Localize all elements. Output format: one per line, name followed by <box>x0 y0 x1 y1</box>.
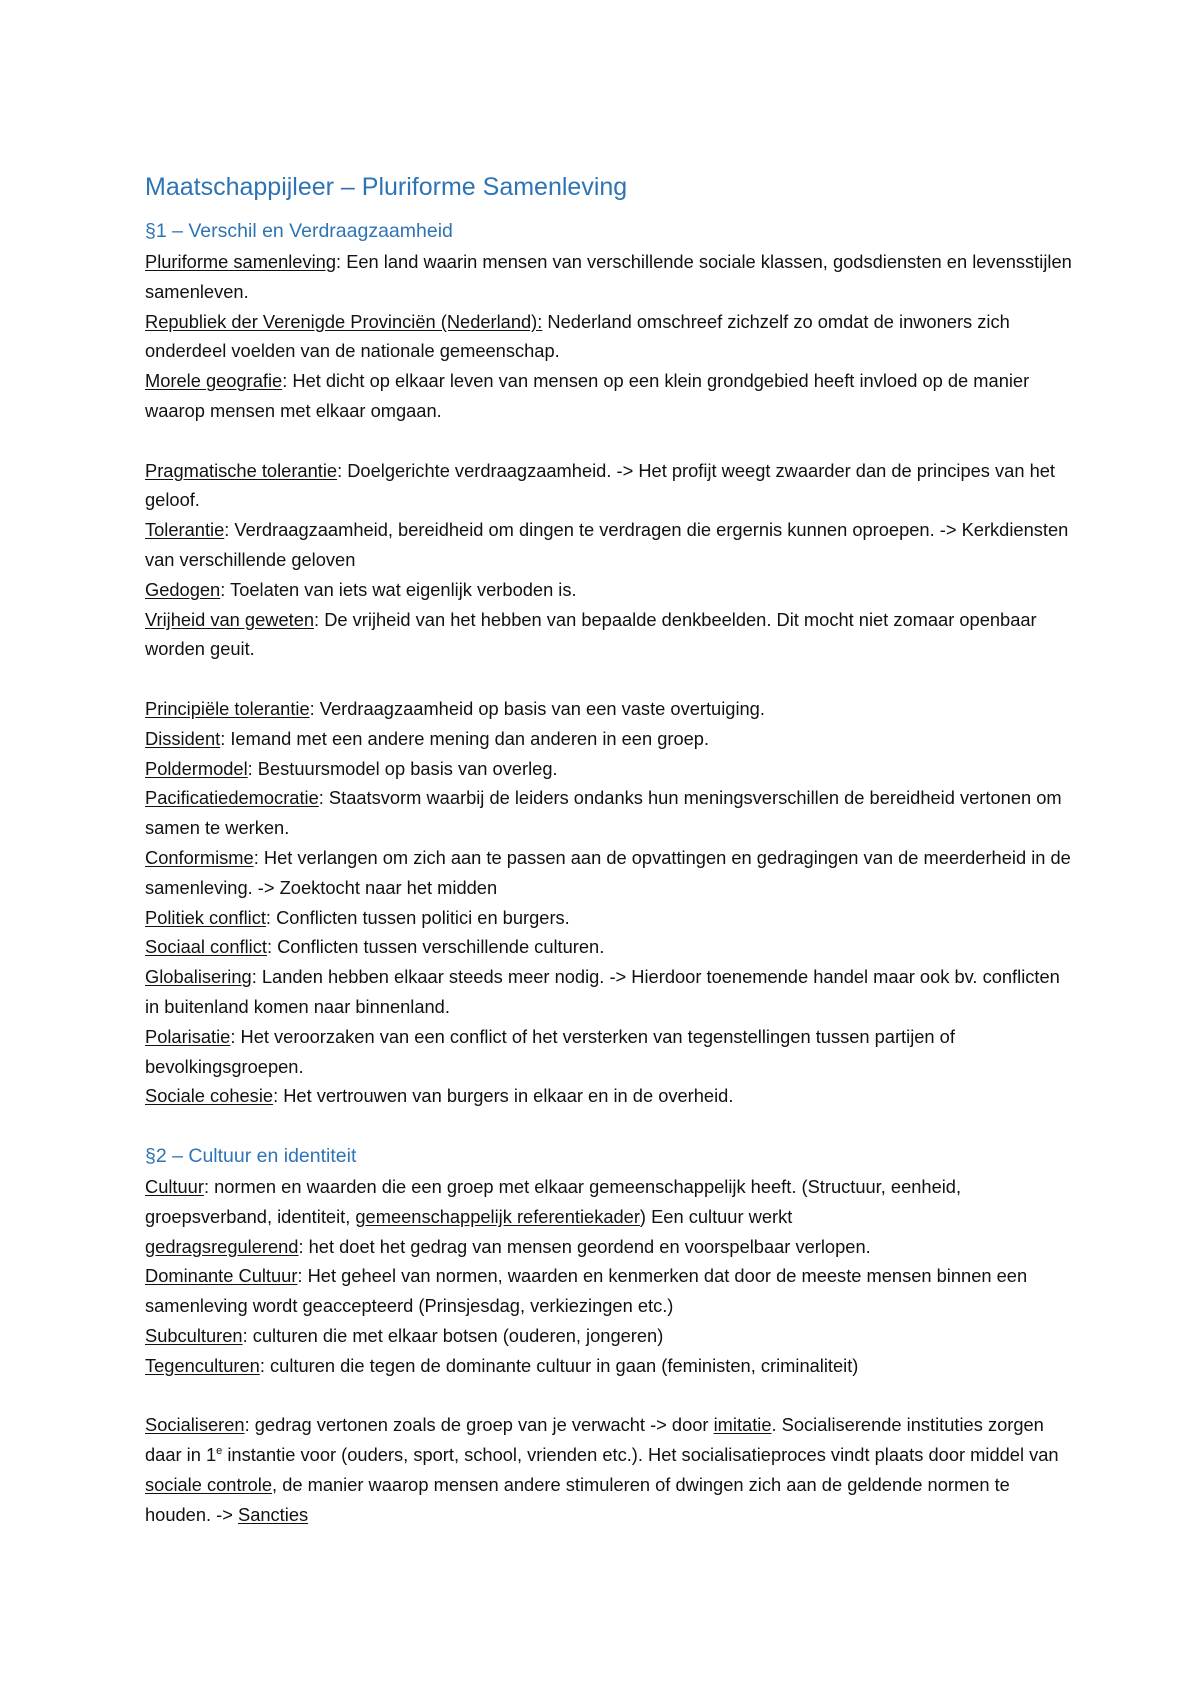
definition-paragraph <box>145 247 1075 307</box>
definition-paragraph <box>145 754 1075 784</box>
definition-paragraph <box>145 783 1075 843</box>
section-1-heading: §1 – Verschil en Verdraagzaamheid <box>145 220 453 242</box>
definition-term: Subculturen <box>145 1324 243 1346</box>
definition-term: Vrijheid van geweten <box>145 608 315 630</box>
blank-line <box>145 664 1075 694</box>
definition-term: Gedogen <box>145 578 221 600</box>
definition-text: : Het dicht op elkaar leven van mensen op een klein grondgebied heeft invloed op de manier waarop mensen met elkaar omgaan. <box>145 370 1030 421</box>
definition-term: Pluriforme samenleving <box>145 251 337 272</box>
definition-text: : Het vertrouwen van burgers in elkaar en in de overheid. <box>273 1085 734 1107</box>
definition-text: : Verdraagzaamheid op basis van een vaste overtuiging. <box>309 697 765 719</box>
document-page <box>145 170 1075 1529</box>
definition-term: Sociaal conflict <box>145 936 267 958</box>
definition-text: : gedrag vertonen zoals de groep van je verwacht -> door <box>244 1414 714 1436</box>
section-2-heading: §2 – Cultuur en identiteit <box>145 1144 357 1167</box>
definition-text: : Bestuursmodel op basis van overleg. <box>247 757 558 779</box>
blank-line <box>145 1111 1075 1141</box>
definition-paragraph <box>145 575 1075 605</box>
definition-paragraph <box>145 1351 1075 1381</box>
document-title: Maatschappijleer – Pluriforme Samenleving <box>145 173 628 201</box>
definition-paragraph <box>145 932 1075 962</box>
definition-term: Pragmatische tolerantie <box>145 459 338 481</box>
definition-paragraph <box>145 1410 1075 1529</box>
definition-term: gedragsregulerend <box>145 1235 299 1257</box>
definition-text: : Landen hebben elkaar steeds meer nodig. -> Hierdoor toenemende handel maar ook bv. conflicten in buitenland komen naar binnenland. <box>145 966 1060 1017</box>
underlined-phrase: gemeenschappelijk referentiekader <box>355 1205 640 1227</box>
definition-term: Principiële tolerantie <box>145 697 310 719</box>
definition-term: Tolerantie <box>145 519 225 541</box>
definition-term: Morele geografie <box>145 370 283 392</box>
definition-term: Poldermodel <box>145 757 248 779</box>
definition-text: : culturen die met elkaar botsen (ouderen, jongeren) <box>242 1324 664 1346</box>
definition-text: : culturen die tegen de dominante cultuur in gaan (feministen, criminaliteit) <box>259 1354 859 1376</box>
definition-text: : normen en waarden die een groep met elkaar gemeenschappelijk heeft. (Structuur, eenheid, groepsverband, identiteit, <box>145 1175 962 1227</box>
superscript: e <box>216 1444 223 1457</box>
underlined-phrase: imitatie <box>713 1414 772 1436</box>
definition-text: : Conflicten tussen verschillende culturen. <box>266 936 605 958</box>
definition-text: : Het verlangen om zich aan te passen aan de opvattingen en gedragingen van de meerderheid in de samenleving. -> Zoektocht naar het midden <box>145 846 1071 898</box>
definition-term: Tegenculturen <box>145 1354 260 1376</box>
definition-paragraph <box>145 1321 1075 1351</box>
definition-term: Dominante Cultuur <box>145 1265 298 1287</box>
definition-paragraph <box>145 1232 1075 1262</box>
definition-paragraph <box>145 903 1075 933</box>
definition-paragraph <box>145 605 1075 665</box>
definition-paragraph <box>145 1081 1075 1111</box>
definition-text: . Socialiserende instituties zorgen daar in 1 <box>145 1414 1044 1466</box>
section-1-body <box>145 247 1075 1141</box>
definition-text: : Conflicten tussen politici en burgers. <box>265 906 570 928</box>
definition-text: Nederland omschreef zichzelf zo omdat de inwoners zich onderdeel voelden van de nationale gemeenschap. <box>145 310 1010 362</box>
definition-text: : het doet het gedrag van mensen geordend en voorspelbaar verlopen. <box>298 1235 871 1257</box>
definition-paragraph <box>145 962 1075 1022</box>
definition-term: Globalisering <box>145 966 252 988</box>
definition-text: , de manier waarop mensen andere stimuleren of dwingen zich aan de geldende normen te houden. -> <box>145 1473 1010 1525</box>
definition-term: Polarisatie <box>145 1025 231 1047</box>
definition-text: ) Een cultuur werkt <box>639 1205 793 1227</box>
definition-term: Dissident <box>145 727 221 749</box>
definition-text: : Doelgerichte verdraagzaamheid. -> Het profijt weegt zwaarder dan de principes van het geloof. <box>145 459 1055 511</box>
definition-term: Conformisme <box>145 846 254 868</box>
definition-paragraph <box>145 515 1075 575</box>
definition-paragraph <box>145 843 1075 903</box>
definition-term: Pacificatiedemocratie <box>145 787 319 809</box>
definition-text: : Toelaten van iets wat eigenlijk verboden is. <box>220 578 577 600</box>
definition-text: : Verdraagzaamheid, bereidheid om dingen te verdragen die ergernis kunnen oproepen. -> Kerkdiensten van verschillende geloven <box>145 519 1069 570</box>
definition-term: Republiek der Verenigde Provinciën (Nederland): <box>145 310 543 332</box>
underlined-phrase: sociale controle <box>145 1473 273 1495</box>
definition-paragraph <box>145 456 1075 516</box>
definition-text: : Het veroorzaken van een conflict of het versterken van tegenstellingen tussen partijen of bevolkingsgroepen. <box>145 1025 955 1077</box>
definition-text: instantie voor (ouders, sport, school, vrienden etc.). Het socialisatieproces vindt plaats door middel van <box>222 1444 1059 1466</box>
underlined-phrase: Sancties <box>238 1503 309 1525</box>
definition-paragraph <box>145 1022 1075 1082</box>
definition-paragraph <box>145 366 1075 426</box>
definition-text: : Staatsvorm waarbij de leiders ondanks hun meningsverschillen de bereidheid vertonen om samen te werken. <box>145 787 1062 839</box>
definition-text: : De vrijheid van het hebben van bepaalde denkbeelden. Dit mocht niet zomaar openbaar worden geuit. <box>145 608 1037 660</box>
definition-paragraph <box>145 1261 1075 1321</box>
definition-term: Sociale cohesie <box>145 1085 274 1107</box>
blank-line <box>145 1380 1075 1410</box>
definition-text: : Iemand met een andere mening dan anderen in een groep. <box>220 727 710 749</box>
definition-term: Politiek conflict <box>145 906 266 928</box>
definition-paragraph <box>145 1172 1075 1232</box>
definition-text: : Het geheel van normen, waarden en kenmerken dat door de meeste mensen binnen een samenleving wordt geaccepteerd (Prinsjesdag, verkiezingen etc.) <box>145 1265 1028 1317</box>
blank-line <box>145 426 1075 456</box>
section-2-body <box>145 1172 1075 1530</box>
definition-paragraph <box>145 307 1075 367</box>
definition-term: Socialiseren <box>145 1414 245 1436</box>
definition-paragraph <box>145 694 1075 724</box>
definition-text: : Een land waarin mensen van verschillende sociale klassen, godsdiensten en levensstijlen samenleven. <box>145 251 1072 302</box>
definition-term: Cultuur <box>145 1175 204 1197</box>
definition-paragraph <box>145 724 1075 754</box>
